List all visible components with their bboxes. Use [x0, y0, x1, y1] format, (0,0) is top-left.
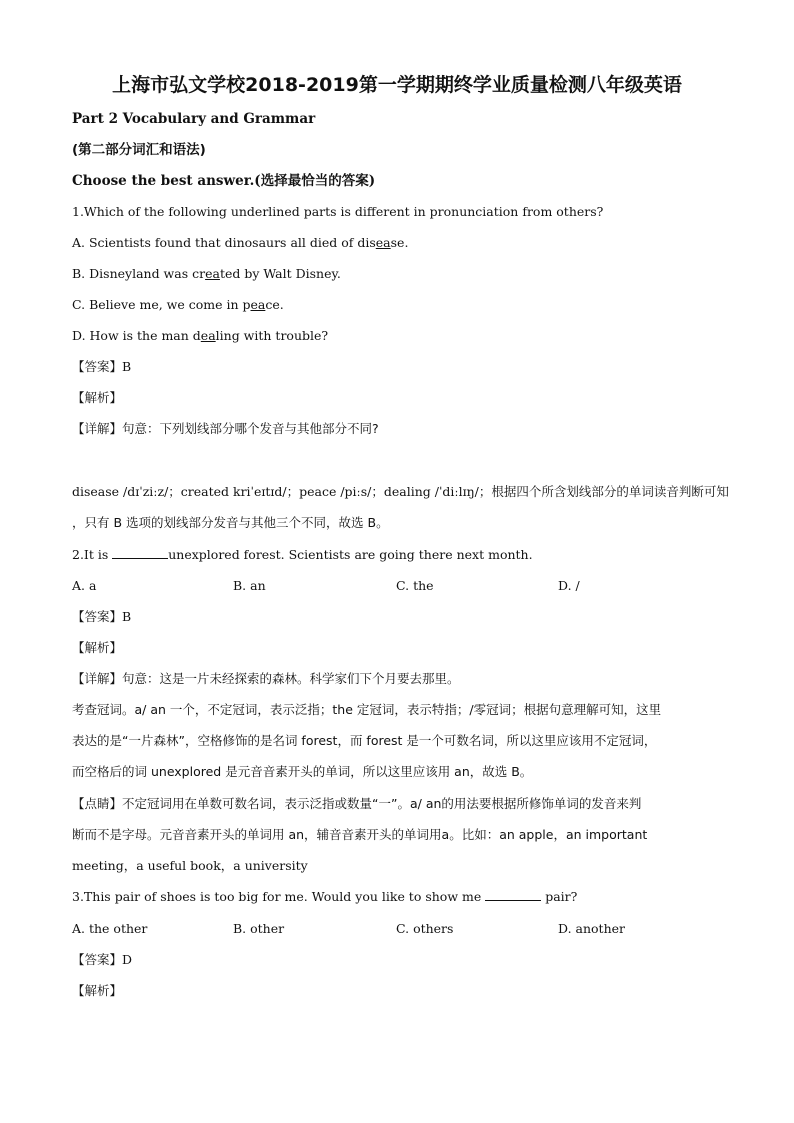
q2-answer: 【答案】B: [72, 609, 132, 624]
q1-option-a: A. Scientists found that dinosaurs all died of disease.: [72, 235, 409, 250]
q3-option-c: C. others: [396, 921, 454, 936]
part-heading: Part 2 Vocabulary and Grammar: [72, 111, 316, 127]
q1-stem: 1.Which of the following underlined parts is different in pronunciation from others?: [72, 204, 604, 219]
q2-blank: [112, 546, 168, 559]
q2-explanation-line-2: 表达的是“一片森林”，空格修饰的是名词 forest，而 forest 是一个可数名词，所以这里应该用不定冠词，: [72, 733, 657, 748]
q3-option-a: A. the other: [72, 921, 148, 936]
q3-option-d: D. another: [558, 921, 625, 936]
instruction: Choose the best answer.(选择最恰当的答案): [72, 173, 376, 189]
q3-option-b: B. other: [233, 921, 285, 936]
q3-answer: 【答案】D: [72, 952, 133, 967]
q1-explanation-line-2: ，只有 B 选项的划线部分发音与其他三个不同，故选 B。: [72, 515, 389, 530]
q2-option-a: A. a: [72, 578, 97, 593]
q1-analysis-label: 【解析】: [72, 390, 123, 405]
q1-option-c: C. Believe me, we come in peace.: [72, 297, 284, 312]
q1-explanation-line-1: disease /dɪˈziːz/；created kriˈeɪtɪd/；peace /piːs/；dealing /ˈdiːlɪŋ/；根据四个所含划线部分的单词读音判断可知: [72, 484, 729, 499]
q1-answer: 【答案】B: [72, 359, 132, 374]
q2-tip-line-1: 【点睛】不定冠词用在单数可数名词，表示泛指或数量“一”。a/ an的用法要根据所修饰单词的发音来判: [72, 796, 642, 811]
q2-analysis-label: 【解析】: [72, 640, 123, 655]
q3-analysis-label: 【解析】: [72, 983, 123, 998]
q1-option-b: B. Disneyland was created by Walt Disney.: [72, 266, 341, 281]
q3-stem: 3.This pair of shoes is too big for me. Would you like to show me pair?: [72, 889, 578, 904]
q2-explanation-line-1: 考查冠词。a/ an 一个，不定冠词，表示泛指；the 定冠词，表示特指；/零冠词；根据句意理解可知，这里: [72, 702, 662, 717]
part-heading-cn: (第二部分词汇和语法): [72, 142, 206, 158]
q2-stem: 2.It is unexplored forest. Scientists are going there next month.: [72, 547, 533, 562]
q2-detail: 【详解】句意：这是一片未经探索的森林。科学家们下个月要去那里。: [72, 671, 460, 686]
q2-option-d: D. /: [558, 578, 580, 593]
q2-tip-line-3: meeting，a useful book，a university: [72, 858, 308, 873]
q2-tip-line-2: 断而不是字母。元音音素开头的单词用 an，辅音音素开头的单词用a。比如：an apple，an important: [72, 827, 648, 842]
q3-blank: [485, 888, 541, 901]
page-title: 上海市弘文学校2018-2019第一学期期终学业质量检测八年级英语: [112, 74, 682, 96]
q1-option-d: D. How is the man dealing with trouble?: [72, 328, 329, 343]
q2-option-c: C. the: [396, 578, 434, 593]
q1-detail: 【详解】句意：下列划线部分哪个发音与其他部分不同?: [72, 421, 379, 436]
q2-option-b: B. an: [233, 578, 266, 593]
q2-explanation-line-3: 而空格后的词 unexplored 是元音音素开头的单词，所以这里应该用 an，故选 B。: [72, 764, 533, 779]
